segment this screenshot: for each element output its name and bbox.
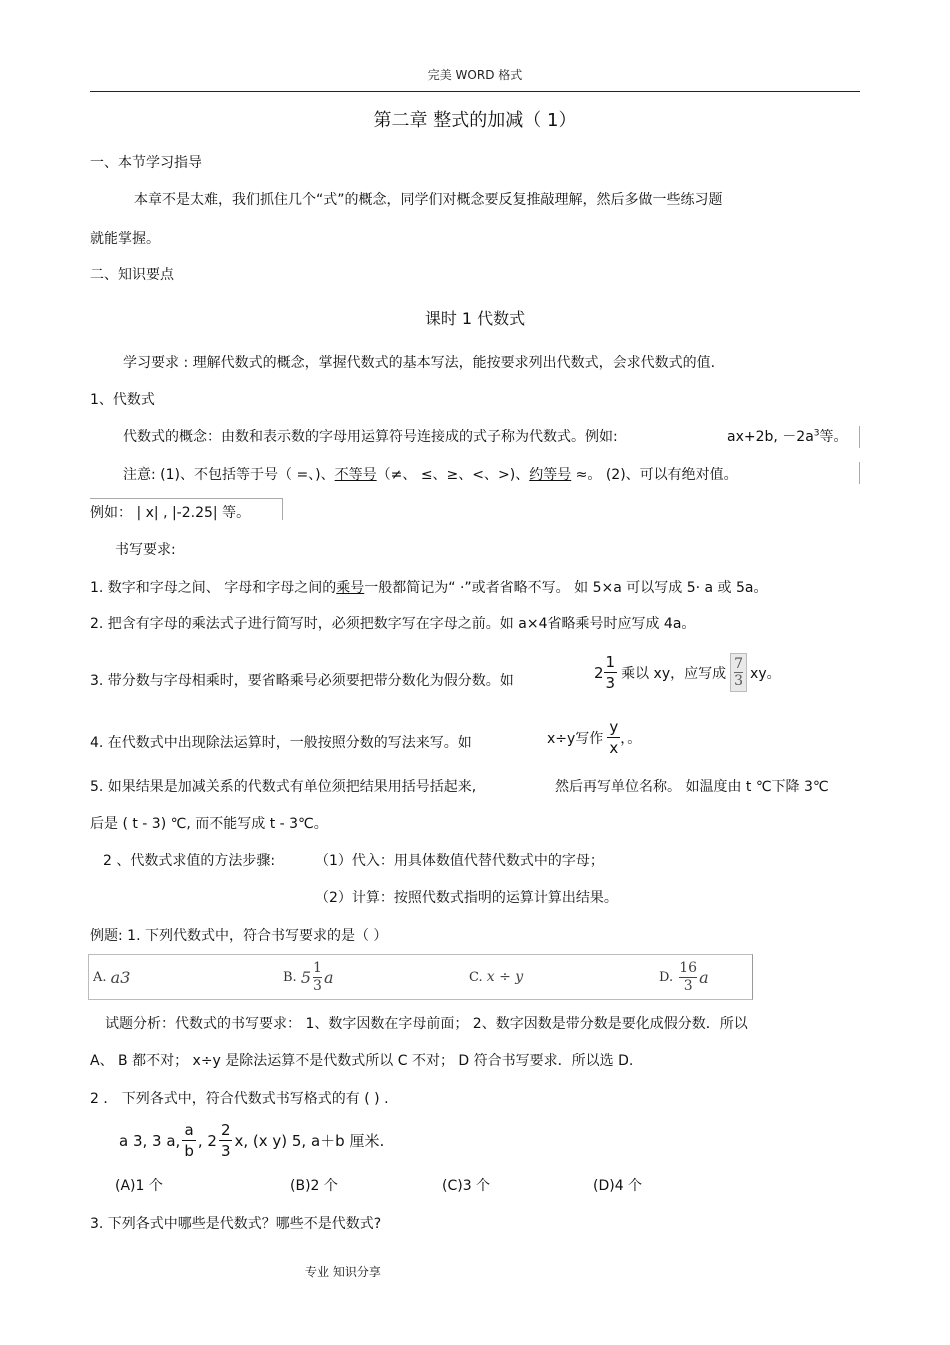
abs-value-example: 例如： | x| , |-2.25| 等。: [90, 505, 251, 521]
guide-paragraph-cont: 就能掌握。: [90, 231, 160, 247]
rule-3-mixed-number: 2 $\frac{1}{3}$ 乘以 xy，应写成 7 3 xy。: [594, 653, 781, 692]
rule-5-a: 5. 如果结果是加减关系的代数式有单位须把结果用括号括起来,: [90, 779, 477, 795]
rule-2: 2. 把含有字母的乘法式子进行简写时，必须把数字写在字母之前。如 a×4省略乘号时应写成 4a。: [90, 616, 696, 632]
header-rule: [90, 91, 860, 92]
note-line: 注意: (1)、不包括等于号（ =、)、不等号（≠、 ≤、≥、<、>)、约等号 ≈。 (2)、可以有绝对值。: [123, 467, 738, 483]
item1-heading: 1、代数式: [90, 392, 155, 408]
option-a: A. a3: [93, 967, 131, 987]
rule-4-division: x÷y写作 $\frac{y}{x}$ ，。: [547, 718, 642, 757]
page-footer: 专业 知识分享: [305, 1265, 381, 1279]
rule-4-text: 4. 在代数式中出现除法运算时，一般按照分数的写法来写。如: [90, 735, 472, 751]
item2-heading: 2 、代数式求值的方法步骤:: [103, 853, 276, 869]
learning-requirement: 学习要求 : 理解代数式的概念，掌握代数式的基本写法，能按要求列出代数式，会求代数式的值.: [123, 355, 716, 371]
example-1-question: 例题: 1. 下列代数式中，符合书写要求的是（ ）: [90, 928, 388, 944]
writing-heading: 书写要求:: [115, 542, 176, 558]
concept-example: ax+2b, $-2a^3$等。: [727, 428, 848, 445]
evaluation-step-1: （1）代入：用具体数值代替代数式中的字母；: [315, 853, 604, 869]
example-3-question: 3. 下列各式中哪些是代数式？哪些不是代数式?: [90, 1216, 382, 1232]
page-header: 完美 WORD 格式: [427, 68, 523, 82]
choice-d: (D)4 个: [593, 1178, 643, 1194]
concept-definition: 代数式的概念：由数和表示数的字母用运算符号连接成的式子称为代数式。例如:: [123, 429, 618, 445]
option-c: C. x ÷ y: [469, 969, 524, 985]
rule-5-c: 后是 ( t - 3) ℃, 而不能写成 t - 3℃。: [90, 816, 328, 832]
rule-3-text: 3. 带分数与字母相乘时，要省略乘号必须要把带分数化为假分数。如: [90, 673, 514, 689]
example-2-expressions: a 3, 3 a, $\frac{a}{b}$ , 2 $\frac{2}{3}$ x, (x y) 5, a＋b 厘米.: [119, 1121, 385, 1160]
rule-1: 1. 数字和字母之间、 字母和字母之间的乘号一般都简记为“ ·”或者省略不写。 如 5×a 可以写成 5· a 或 5a。: [90, 580, 768, 596]
example-2-question: 2 ． 下列各式中，符合代数式书写格式的有 ( ) .: [90, 1091, 389, 1107]
option-b: B. 5 1 3 a: [283, 959, 334, 994]
section-heading-keypoints: 二、知识要点: [90, 267, 174, 283]
analysis-line-2: A、 B 都不对； x÷y 是除法运算不是代数式所以 C 不对； D 符合书写要求．所以选 D.: [90, 1053, 634, 1069]
choice-a: (A)1 个: [115, 1178, 163, 1194]
analysis-line-1: 试题分析：代数式的书写要求： 1、数字因数在字母前面； 2、数字因数是带分数是要化成假分数．所以: [105, 1016, 748, 1032]
frame-edge: [282, 498, 283, 520]
evaluation-step-2: （2）计算：按照代数式指明的运算计算出结果。: [315, 890, 618, 906]
choice-b: (B)2 个: [290, 1178, 338, 1194]
rule-5-b: 然后再写单位名称。 如温度由 t ℃下降 3℃: [555, 779, 829, 795]
frame-edge: [859, 426, 860, 448]
improper-fraction-image: 7 3: [730, 653, 747, 692]
frame-edge: [859, 462, 860, 484]
chapter-title: 第二章 整式的加减（ 1）: [373, 110, 577, 131]
guide-paragraph: 本章不是太难，我们抓住几个“式”的概念，同学们对概念要反复推敲理解，然后多做一些练习题: [134, 192, 723, 208]
section-heading-guide: 一、本节学习指导: [90, 155, 202, 171]
option-d: D. 16 3 a: [659, 959, 709, 994]
example-1-options-image: [88, 954, 753, 1000]
lesson-title: 课时 1 代数式: [424, 309, 526, 328]
frame-edge: [90, 498, 283, 499]
choice-c: (C)3 个: [442, 1178, 491, 1194]
